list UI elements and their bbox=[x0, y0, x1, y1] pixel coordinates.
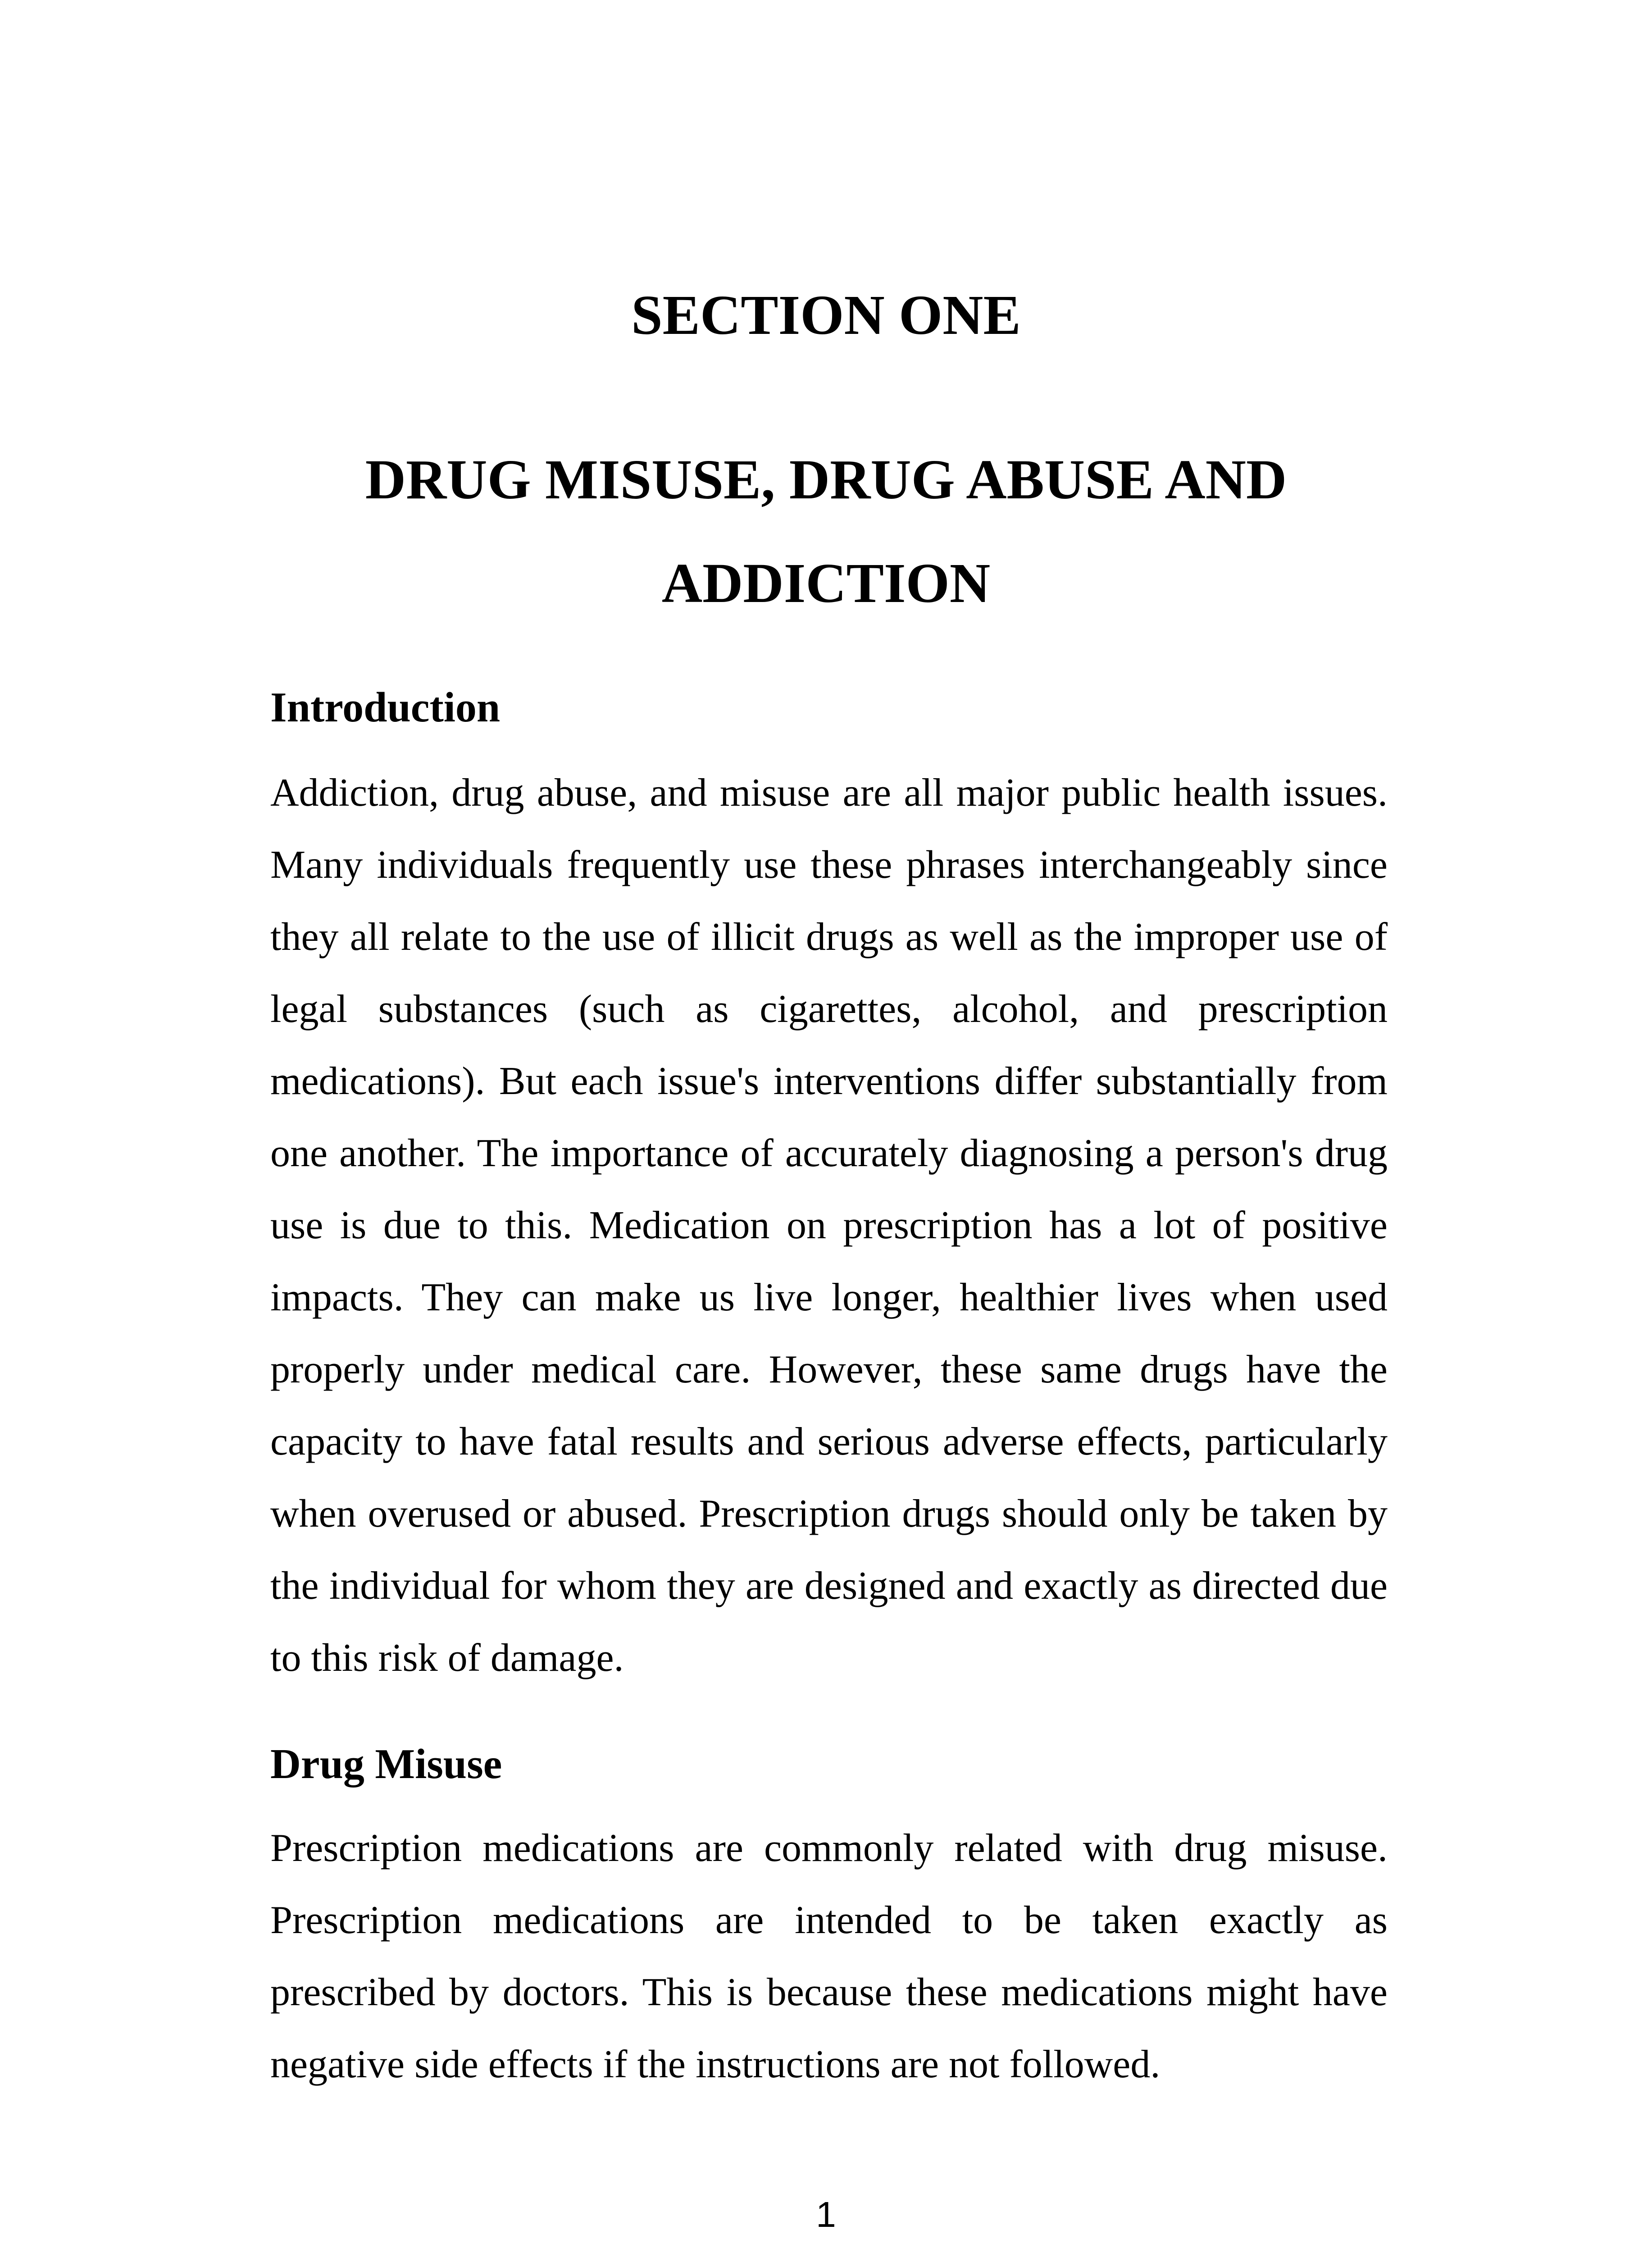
chapter-title-line-2: ADDICTION bbox=[661, 552, 991, 615]
page-number: 1 bbox=[816, 2194, 836, 2235]
introduction-paragraph: Addiction, drug abuse, and misuse are all major public health issues. Many individuals frequently use these phrases interchangeably since they all relate to the use of illicit drugs as well as the improper use of legal substances (such as cigarettes, alcohol, and prescription medications). But each issue's interventions differ substantially from one another. The importance of accurately diagnosing a person's drug use is due to this. Medication on prescription has a lot of positive impacts. They can make us live longer, healthier lives when used properly under medical care. However, these same drugs have the capacity to have fatal results and serious adverse effects, particularly when overused or abused. Prescription drugs should only be taken by the individual for whom they are designed and exactly as directed due to this risk of damage. bbox=[270, 771, 1388, 1680]
chapter-title-line-1: DRUG MISUSE, DRUG ABUSE AND bbox=[365, 449, 1287, 511]
introduction-heading: Introduction bbox=[270, 684, 501, 731]
drug-misuse-paragraph: Prescription medications are commonly related with drug misuse. Prescription medications are intended to be taken exactly as prescribed by doctors. This is because these medications might have negative side effects if the instructions are not followed. bbox=[270, 1826, 1388, 2086]
section-label: SECTION ONE bbox=[631, 284, 1021, 347]
drug-misuse-heading: Drug Misuse bbox=[270, 1741, 502, 1788]
chapter-title bbox=[0, 428, 1652, 635]
